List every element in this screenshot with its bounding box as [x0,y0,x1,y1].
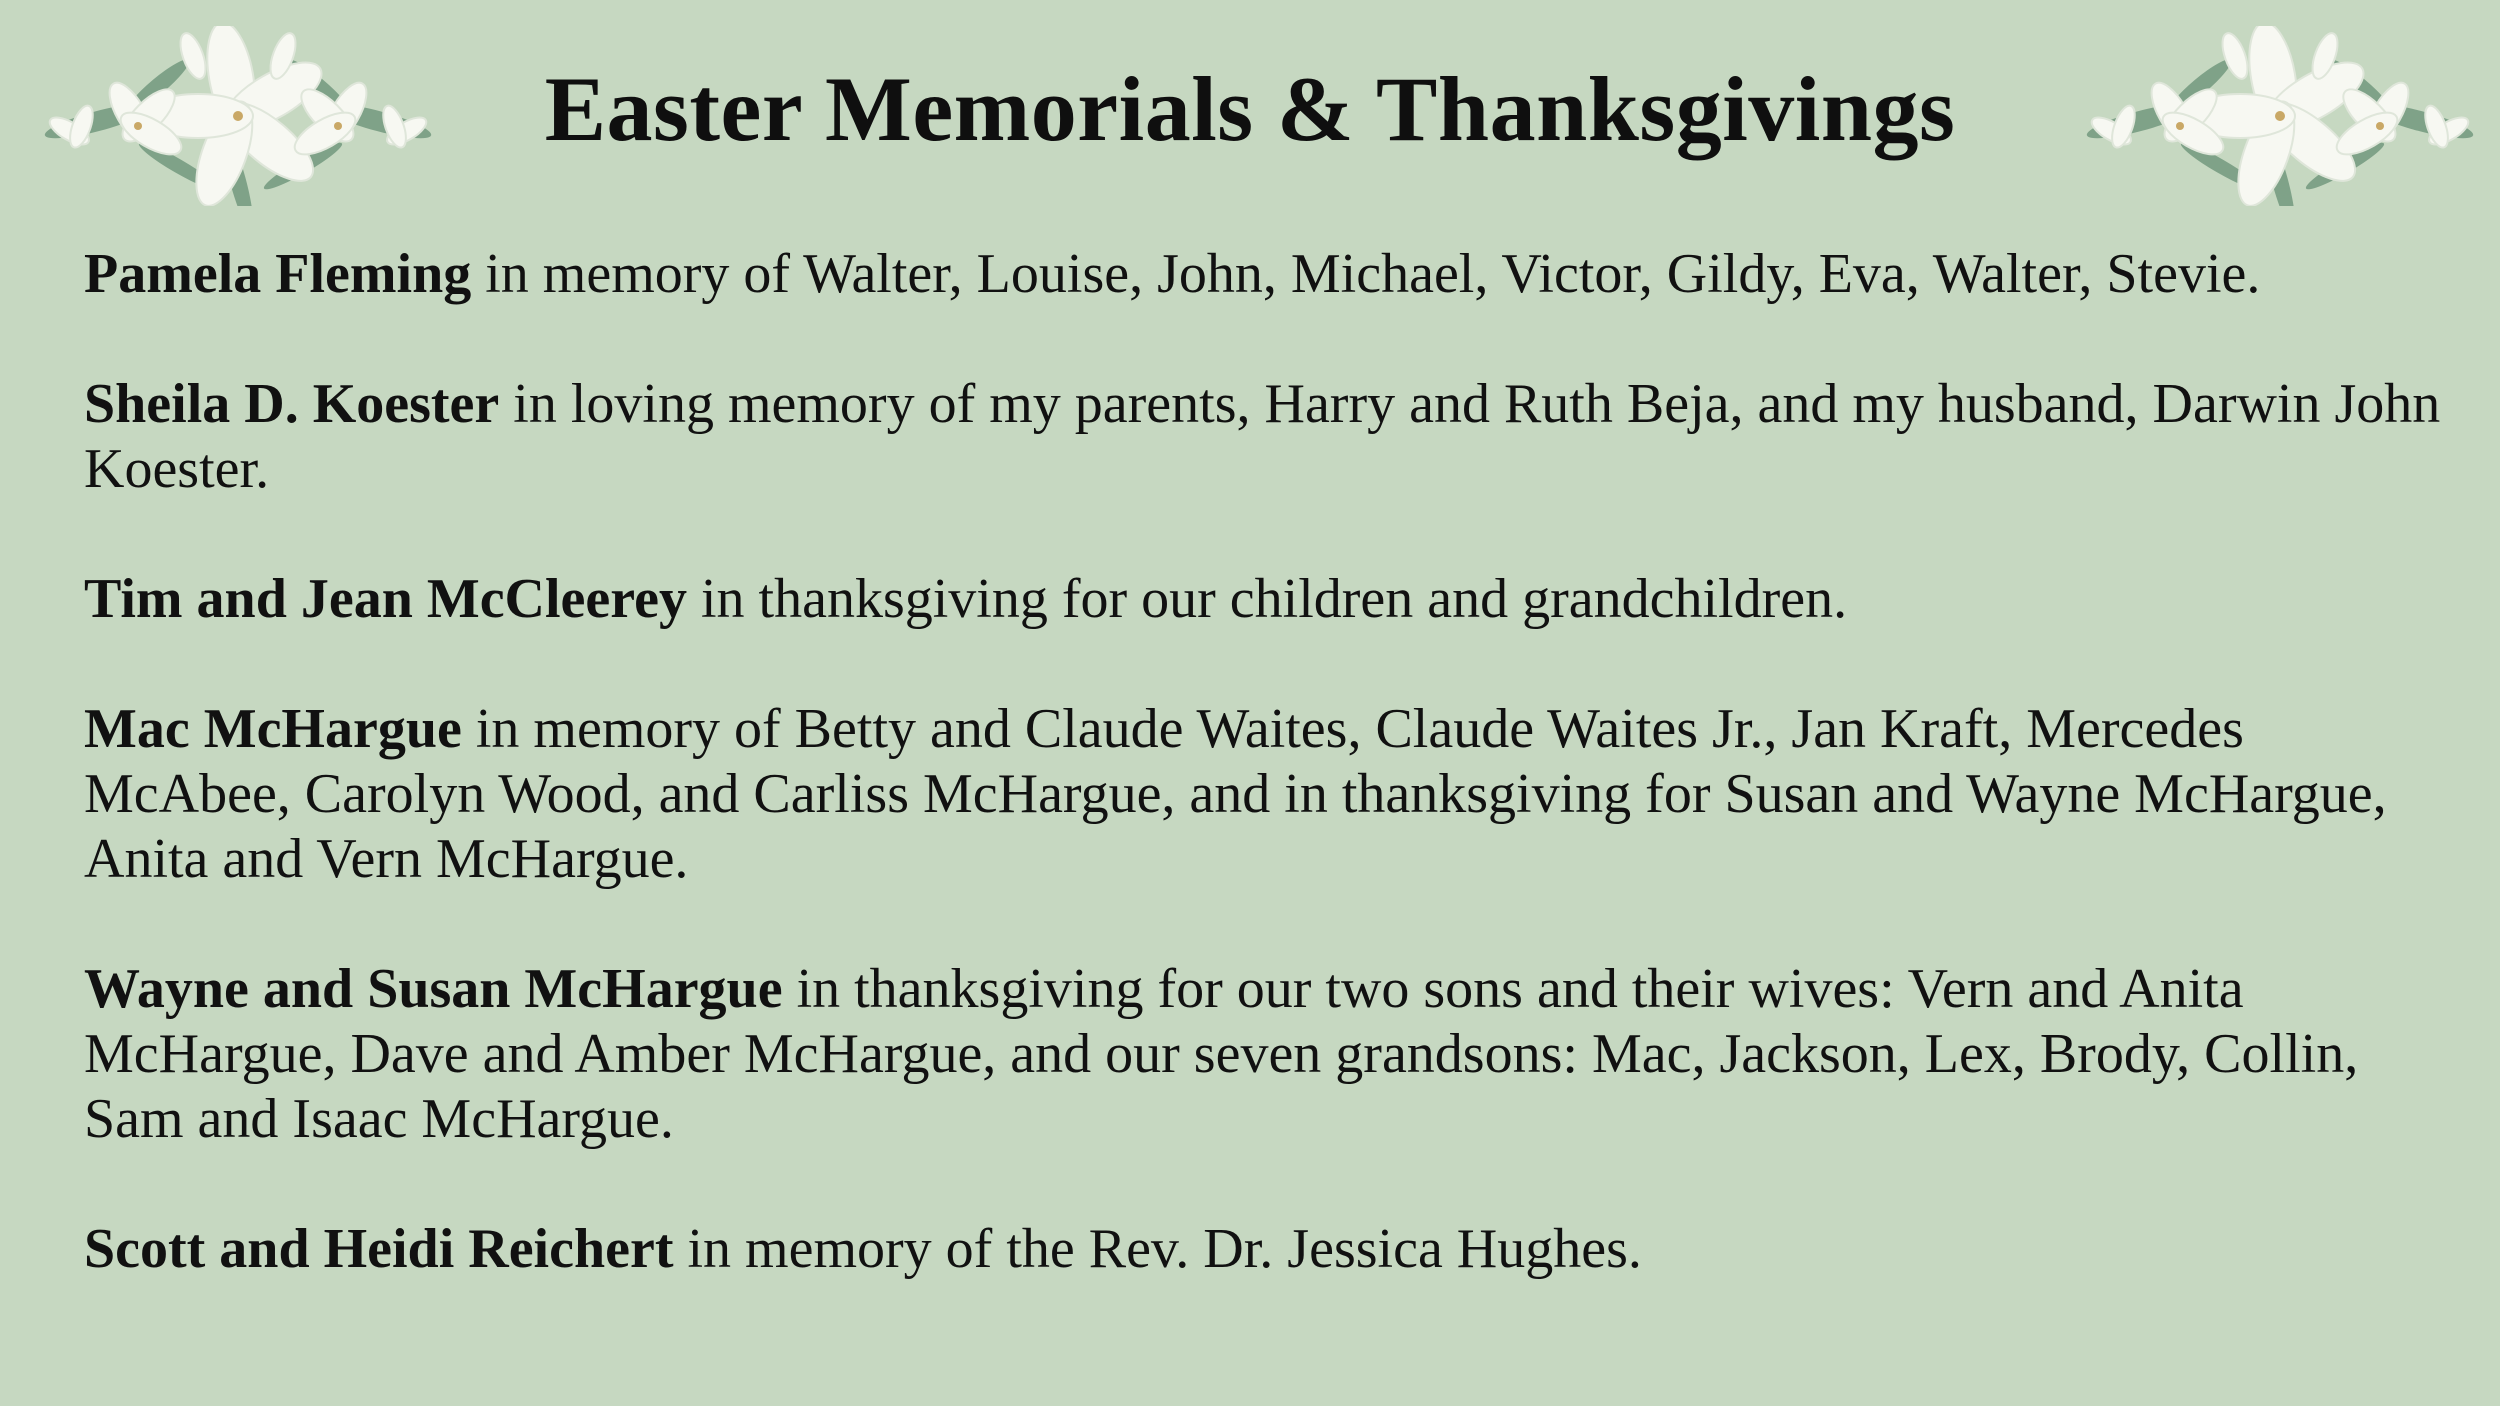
memorial-entry [84,372,2454,502]
memorial-entry [84,242,2454,307]
lily-bouquet-right-icon [2080,26,2480,206]
donor-name: Wayne and Susan McHargue [84,958,783,1020]
page-title: Easter Memorials & Thanksgivings [544,58,1956,160]
memorial-entry [84,957,2454,1152]
donor-name: Scott and Heidi Reichert [84,1218,674,1280]
dedication-text: in memory of Walter, Louise, John, Michael, Victor, Gildy, Eva, Walter, Stevie. [471,243,2261,305]
dedication-text: in thanksgiving for our two sons and their wives: Vern and Anita McHargue, Dave and Amber McHargue, and our seven grandsons: Mac, Jackson, Lex, Brody, Collin, Sam and Isaac McHargue. [84,958,2359,1150]
donor-name: Sheila D. Koester [84,373,500,435]
donor-name: Pamela Fleming [84,243,472,305]
dedication-text: in memory of Betty and Claude Waites, Claude Waites Jr., Jan Kraft, Mercedes McAbee, Carolyn Wood, and Carliss McHargue, and in thanksgiving for Susan and Wayne McHargue, Anita and Vern McHargue. [84,698,2387,890]
donor-name: Tim and Jean McCleerey [84,568,687,630]
dedication-text: in memory of the Rev. Dr. Jessica Hughes. [673,1218,1642,1280]
memorial-entry [84,1217,2454,1282]
donor-name: Mac McHargue [84,698,462,760]
dedication-text: in loving memory of my parents, Harry and Ruth Beja, and my husband, Darwin John Koester. [84,373,2441,500]
dedication-text: in thanksgiving for our children and grandchildren. [686,568,1848,630]
memorial-entry [84,697,2454,892]
memorial-list [84,242,2454,1282]
memorial-entry [84,567,2454,632]
